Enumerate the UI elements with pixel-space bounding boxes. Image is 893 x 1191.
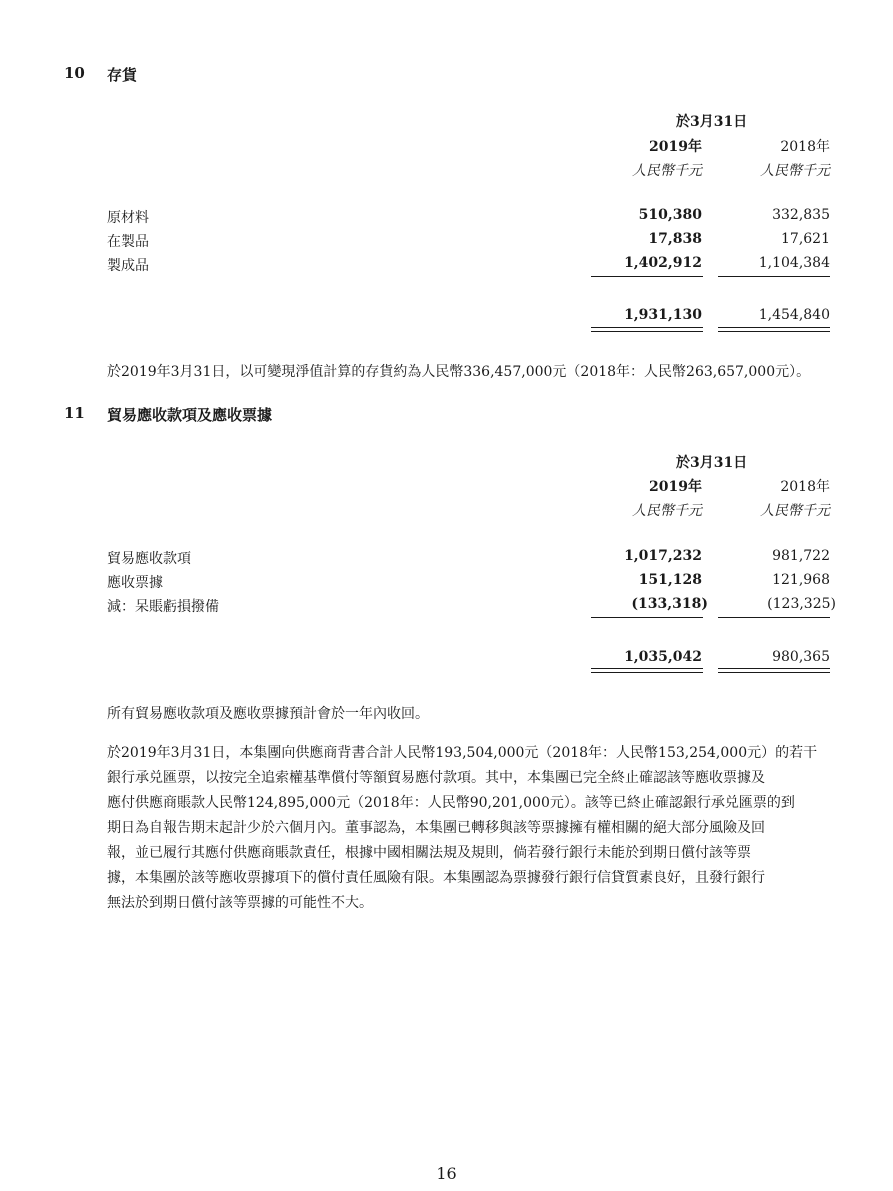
paragraph-line: 報，並已履行其應付供應商賬款責任，根據中國相關法規及規則，倘若發行銀行未能於到期日償付該等票 xyxy=(107,845,751,861)
total-current: 1,931,130 xyxy=(624,307,702,323)
table-cell-current: 151,128 xyxy=(638,572,702,588)
table-cell-prior: 981,722 xyxy=(772,548,830,564)
section-10-note: 於2019年3月31日，以可變現淨值計算的存貨約為人民幣336,457,000元（2018年：人民幣263,657,000元）。 xyxy=(107,364,811,380)
total-prior: 1,454,840 xyxy=(758,307,830,323)
total-double-rule-prior xyxy=(718,327,830,332)
table-row-label: 減：呆賬虧損撥備 xyxy=(107,599,219,615)
table-cell-current: 1,017,232 xyxy=(624,548,702,564)
section-10-number: 10 xyxy=(64,64,85,82)
section-11-year-prior: 2018年 xyxy=(780,479,830,495)
table-cell-current: 510,380 xyxy=(638,207,702,223)
paragraph-line: 據，本集團於該等應收票據項下的償付責任風險有限。本集團認為票據發行銀行信貸質素良好，且發行銀行 xyxy=(107,870,765,886)
total-double-rule-current xyxy=(591,668,703,673)
table-cell-prior: 121,968 xyxy=(772,572,830,588)
subtotal-rule-current xyxy=(591,617,703,618)
section-11-year-current: 2019年 xyxy=(649,479,702,495)
paragraph-line: 無法於到期日償付該等票據的可能性不大。 xyxy=(107,895,373,911)
page-number: 16 xyxy=(436,1164,457,1183)
section-11-note-1: 所有貿易應收款項及應收票據預計會於一年內收回。 xyxy=(107,706,429,722)
section-10-year-current: 2019年 xyxy=(649,139,702,155)
table-row-label: 製成品 xyxy=(107,258,149,274)
total-prior: 980,365 xyxy=(772,649,830,665)
section-11-title: 貿易應收款項及應收票據 xyxy=(107,406,273,424)
paragraph-line: 於2019年3月31日，本集團向供應商背書合計人民幣193,504,000元（2018年：人民幣153,254,000元）的若干 xyxy=(107,745,818,761)
subtotal-rule-prior xyxy=(718,617,830,618)
section-10-unit-current: 人民幣千元 xyxy=(632,163,702,179)
table-row-label: 原材料 xyxy=(107,210,149,226)
section-11-unit-current: 人民幣千元 xyxy=(632,503,702,519)
table-cell-prior: 1,104,384 xyxy=(758,255,830,271)
paragraph-line: 應付供應商賬款人民幣124,895,000元（2018年：人民幣90,201,000元）。該等已終止確認銀行承兑匯票的到 xyxy=(107,795,795,811)
table-cell-prior: 332,835 xyxy=(772,207,830,223)
subtotal-rule-current xyxy=(591,276,703,277)
section-10-unit-prior: 人民幣千元 xyxy=(760,163,830,179)
total-double-rule-current xyxy=(591,327,703,332)
table-row-label: 貿易應收款項 xyxy=(107,551,191,567)
section-10-period-header: 於3月31日 xyxy=(676,114,748,130)
section-11-period-header: 於3月31日 xyxy=(676,455,748,471)
section-10-title: 存貨 xyxy=(107,66,138,84)
table-cell-current: 1,402,912 xyxy=(624,255,702,271)
table-cell-prior: 17,621 xyxy=(781,231,830,247)
section-10-year-prior: 2018年 xyxy=(780,139,830,155)
total-current: 1,035,042 xyxy=(624,649,702,665)
paragraph-line: 銀行承兑匯票，以按完全追索權基準償付等額貿易應付款項。其中，本集團已完全終止確認該等應收票據及 xyxy=(107,770,765,786)
table-cell-current: 17,838 xyxy=(648,231,702,247)
section-11-number: 11 xyxy=(64,404,85,422)
section-11-note-2 xyxy=(107,741,829,916)
subtotal-rule-prior xyxy=(718,276,830,277)
table-cell-prior: (123,325) xyxy=(767,596,836,612)
table-row-label: 應收票據 xyxy=(107,575,163,591)
table-row-label: 在製品 xyxy=(107,234,149,250)
paragraph-line: 期日為自報告期末起計少於六個月內。董事認為，本集團已轉移與該等票據擁有權相關的絕大部分風險及回 xyxy=(107,820,765,836)
total-double-rule-prior xyxy=(718,668,830,673)
table-cell-current: (133,318) xyxy=(631,596,708,612)
section-11-unit-prior: 人民幣千元 xyxy=(760,503,830,519)
